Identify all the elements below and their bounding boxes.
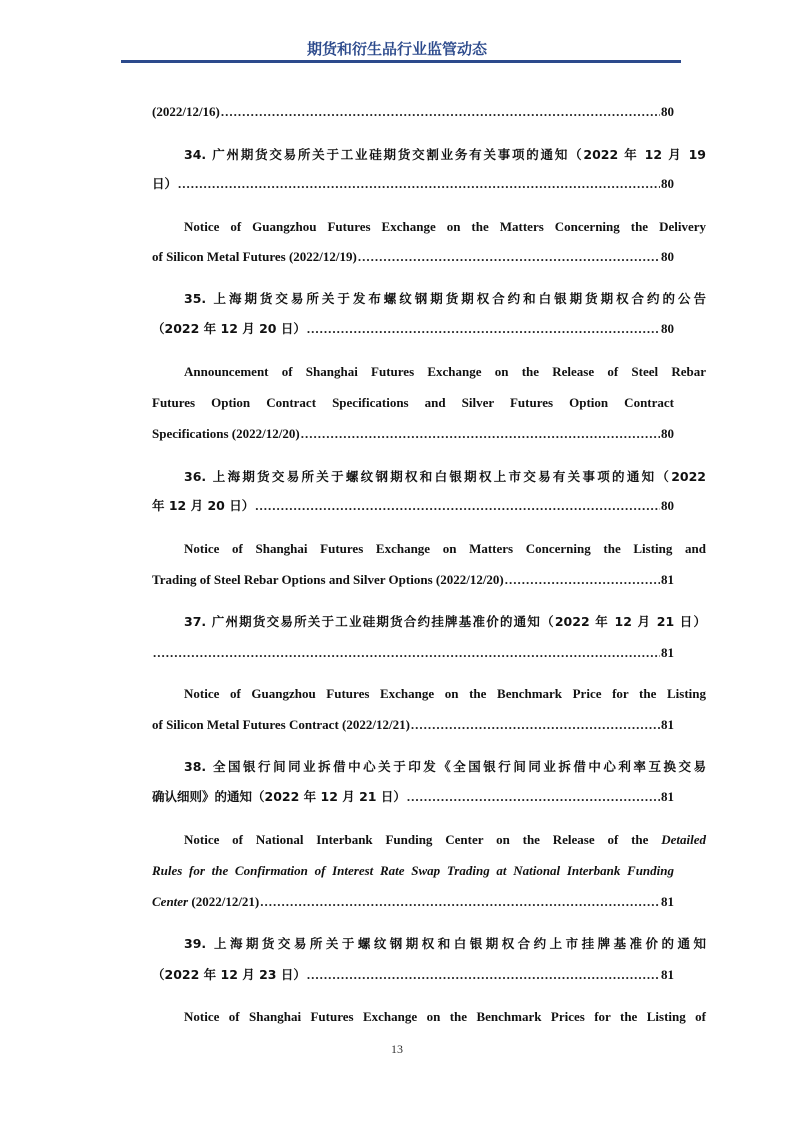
toc-dot-leader [411,714,660,736]
toc-dot-leader [255,495,660,517]
toc-line-text: 36. 上海期货交易所关于螺纹钢期权和白银期权上市交易有关事项的通知（2022 [184,469,706,484]
toc-line[interactable] [152,642,674,664]
toc-line[interactable] [152,756,706,778]
toc-line-date: (2022/12/21) [188,894,260,909]
toc-line-italic-text: Rules for the Confirmation of Interest Rate Swap Trading at National Interbank Funding [152,863,674,878]
toc-line[interactable] [152,714,674,736]
toc-page-number: 81 [661,717,674,732]
toc-line[interactable] [152,611,706,633]
toc-page-number: 81 [661,894,674,909]
toc-line-italic-text: Center [152,894,189,909]
toc-line-text: of Silicon Metal Futures (2022/12/19) [152,249,357,264]
toc-line-italic-text: Detailed [661,832,706,847]
toc-dot-leader [307,318,660,340]
toc-line-text: Trading of Steel Rebar Options and Silver Options (2022/12/20) [152,572,504,587]
toc-line[interactable] [152,361,706,383]
toc-line[interactable] [152,933,706,955]
toc-line-text: 37. 广州期货交易所关于工业硅期货合约挂牌基准价的通知（2022 年 12 月 21 日） [184,614,706,629]
toc-line-text: Notice of Guangzhou Futures Exchange on the Benchmark Price for the Listing [184,686,706,701]
toc-line[interactable] [152,683,706,705]
toc-dot-leader [178,173,660,195]
toc-line-text: (2022/12/16) [152,104,220,119]
toc-line-text: of Silicon Metal Futures Contract (2022/12/21) [152,717,410,732]
toc-line-text: 34. 广州期货交易所关于工业硅期货交割业务有关事项的通知（2022 年 12 月 19 [184,147,706,162]
toc-dot-leader [505,569,660,591]
toc-line[interactable] [152,288,706,310]
toc-page-number: 81 [661,967,674,982]
toc-line-text: 39. 上海期货交易所关于螺纹钢期权和白银期权合约上市挂牌基准价的通知 [184,936,706,951]
toc-line-lead-text: Notice of National Interbank Funding Center on the Release of the [184,832,662,847]
toc-line[interactable] [152,495,674,517]
toc-line[interactable] [152,569,674,591]
toc-line[interactable] [152,891,674,913]
toc-line-text: Notice of Shanghai Futures Exchange on the Benchmark Prices for the Listing of [184,1009,706,1024]
toc-line-text: 确认细则》的通知（2022 年 12 月 21 日） [152,789,406,804]
toc-line[interactable] [152,423,674,445]
page-number: 13 [391,1042,403,1056]
toc-page-number: 80 [661,104,674,119]
toc-line[interactable] [152,216,706,238]
toc-line[interactable] [152,144,706,166]
page-header-title: 期货和衍生品行业监管动态 [306,40,487,58]
toc-line-text: Futures Option Contract Specifications and Silver Futures Option Contract [152,395,674,410]
toc-line[interactable] [152,466,706,488]
toc-page-number: 81 [661,789,674,804]
toc-line[interactable] [152,1006,706,1028]
toc-line[interactable] [152,786,674,808]
toc-line-text: （2022 年 12 月 23 日） [152,967,306,982]
toc-dot-leader [358,246,660,268]
toc-dot-leader [260,891,660,913]
toc-page-number: 80 [661,426,674,441]
toc-line-text: 年 12 月 20 日） [152,498,255,513]
toc-line-text: 38. 全国银行间同业拆借中心关于印发《全国银行间同业拆借中心利率互换交易 [184,759,706,774]
toc-line-text [152,829,706,851]
toc-line[interactable] [152,392,674,414]
toc-line-text: Announcement of Shanghai Futures Exchange on the Release of Steel Rebar [184,364,706,379]
toc-line-text: Specifications (2022/12/20) [152,426,300,441]
header-divider [121,60,681,63]
toc-page-number: 80 [661,321,674,336]
toc-line-text: Notice of Shanghai Futures Exchange on Matters Concerning the Listing and [184,541,706,556]
toc-page-number: 80 [661,498,674,513]
toc-dot-leader [301,423,660,445]
toc-line[interactable] [152,538,706,560]
toc-line[interactable] [152,860,674,882]
toc-dot-leader [307,964,660,986]
toc-line[interactable] [152,173,674,195]
toc-dot-leader [153,642,660,664]
toc-line-text: 日） [152,176,178,191]
toc-page-number: 80 [661,176,674,191]
toc-line-text: Notice of Guangzhou Futures Exchange on the Matters Concerning the Delivery [184,219,706,234]
toc-line[interactable] [152,246,674,268]
toc-dot-leader [407,786,660,808]
toc-line[interactable] [152,318,674,340]
toc-line[interactable] [152,964,674,986]
toc-dot-leader [221,101,660,123]
toc-line-text: （2022 年 12 月 20 日） [152,321,306,336]
toc-page-number: 81 [661,645,674,660]
toc-line-text [152,860,674,882]
toc-line-text [152,891,259,913]
toc-line[interactable] [152,829,706,851]
toc-page-number: 80 [661,249,674,264]
toc-line-text: 35. 上海期货交易所关于发布螺纹钢期货期权合约和白银期货期权合约的公告 [184,291,706,306]
toc-line[interactable] [152,101,674,123]
toc-page-number: 81 [661,572,674,587]
